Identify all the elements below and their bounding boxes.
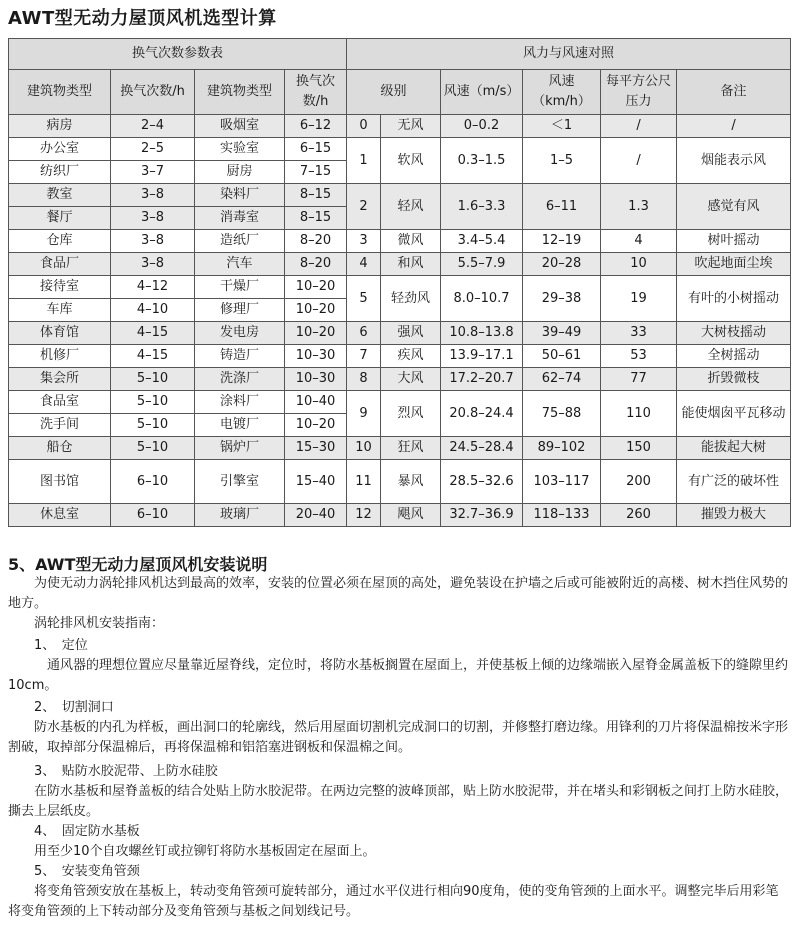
instruction-paragraph: 涡轮排风机安装指南：: [8, 616, 165, 631]
wind-cell: 大树枝摇动: [677, 322, 791, 345]
air-change-cell: 6–10: [111, 504, 195, 527]
wind-cell: 有广泛的破坏性: [677, 460, 791, 504]
wind-cell: 轻风: [381, 184, 441, 230]
air-change-cell: 引擎室: [195, 460, 285, 504]
column-header: 备注: [677, 70, 791, 115]
air-change-cell: 3–8: [111, 230, 195, 253]
wind-cell: 19: [601, 276, 677, 322]
instruction-paragraph: 3、 贴防水胶泥带、上防水硅胶: [8, 764, 218, 779]
table-row: [9, 391, 791, 414]
wind-cell: 89–102: [523, 437, 601, 460]
wind-cell: 烟能表示风: [677, 138, 791, 184]
wind-cell: 20.8–24.4: [441, 391, 523, 437]
table-row: [9, 230, 791, 253]
wind-cell: 62–74: [523, 368, 601, 391]
wind-cell: 200: [601, 460, 677, 504]
air-change-cell: 厨房: [195, 161, 285, 184]
air-change-cell: 休息室: [9, 504, 111, 527]
table-row: [9, 322, 791, 345]
wind-cell: /: [601, 115, 677, 138]
wind-cell: 0.3–1.5: [441, 138, 523, 184]
wind-cell: 微风: [381, 230, 441, 253]
wind-cell: 2: [347, 184, 381, 230]
column-header: 风速（m/s）: [441, 70, 523, 115]
air-change-cell: 8–20: [285, 253, 347, 276]
instruction-paragraph: 防水基板的内孔为样板，画出洞口的轮廓线，然后用屋面切割机完成洞口的切割，并修整打磨边缘。用锋利的刀片将保温棉按米字形割破，取掉部分保温棉后，再将保温棉和铝箔塞进钢板和保温棉之间。: [8, 720, 789, 755]
wind-cell: 103–117: [523, 460, 601, 504]
air-change-cell: 8–15: [285, 207, 347, 230]
air-change-cell: 消毒室: [195, 207, 285, 230]
wind-cell: 3: [347, 230, 381, 253]
air-change-cell: 体育馆: [9, 322, 111, 345]
wind-cell: 感觉有风: [677, 184, 791, 230]
air-change-cell: 铸造厂: [195, 345, 285, 368]
air-change-cell: 15–40: [285, 460, 347, 504]
wind-cell: 33: [601, 322, 677, 345]
air-change-cell: 涂料厂: [195, 391, 285, 414]
air-change-cell: 吸烟室: [195, 115, 285, 138]
instruction-paragraph: 通风器的理想位置应尽量靠近屋脊线，定位时，将防水基板搁置在屋面上，并使基板上倾的边缘端嵌入屋脊金属盖板下的缝隙里约10cm。: [8, 658, 789, 693]
air-change-cell: 8–20: [285, 230, 347, 253]
wind-cell: 无风: [381, 115, 441, 138]
air-change-cell: 发电房: [195, 322, 285, 345]
wind-cell: 1.6–3.3: [441, 184, 523, 230]
table-row: [9, 504, 791, 527]
wind-cell: 有叶的小树摇动: [677, 276, 791, 322]
instruction-paragraph: 为使无动力涡轮排风机达到最高的效率，安装的位置必须在屋顶的高处，避免装设在护墙之后或可能被附近的高楼、树木挡住风势的地方。: [8, 576, 789, 611]
air-change-cell: 造纸厂: [195, 230, 285, 253]
column-header: 建筑物类型: [9, 70, 111, 115]
wind-cell: 强风: [381, 322, 441, 345]
air-change-cell: 机修厂: [9, 345, 111, 368]
air-change-cell: 教室: [9, 184, 111, 207]
table-row: [9, 253, 791, 276]
wind-cell: 5: [347, 276, 381, 322]
wind-cell: 1.3: [601, 184, 677, 230]
wind-cell: 1: [347, 138, 381, 184]
air-change-cell: 3–8: [111, 184, 195, 207]
air-change-cell: 7–15: [285, 161, 347, 184]
wind-cell: 6: [347, 322, 381, 345]
wind-cell: 77: [601, 368, 677, 391]
instruction-paragraph: 在防水基板和屋脊盖板的结合处贴上防水胶泥带。在两边完整的波峰顶部，贴上防水胶泥带，并在堵头和彩钢板之间打上防水硅胶，撕去上层纸皮。: [8, 784, 789, 819]
wind-cell: 狂风: [381, 437, 441, 460]
wind-cell: /: [677, 115, 791, 138]
wind-cell: 20–28: [523, 253, 601, 276]
air-change-cell: 洗涤厂: [195, 368, 285, 391]
air-change-cell: 10–20: [285, 299, 347, 322]
wind-cell: 39–49: [523, 322, 601, 345]
wind-cell: 吹起地面尘埃: [677, 253, 791, 276]
air-change-cell: 染料厂: [195, 184, 285, 207]
wind-cell: 10: [601, 253, 677, 276]
air-change-cell: 6–15: [285, 138, 347, 161]
air-change-cell: 10–40: [285, 391, 347, 414]
wind-cell: 11: [347, 460, 381, 504]
wind-cell: 7: [347, 345, 381, 368]
air-change-cell: 20–40: [285, 504, 347, 527]
wind-cell: 10: [347, 437, 381, 460]
air-change-cell: 食品厂: [9, 253, 111, 276]
table-row: [9, 345, 791, 368]
instruction-paragraph: 4、 固定防水基板: [8, 824, 140, 839]
air-change-cell: 6–12: [285, 115, 347, 138]
section-title: 5、AWT型无动力屋顶风机安装说明: [8, 555, 268, 574]
wind-cell: 260: [601, 504, 677, 527]
instruction-paragraph: 5、 安装变角管颈: [8, 864, 140, 879]
air-change-cell: 修理厂: [195, 299, 285, 322]
wind-cell: 4: [601, 230, 677, 253]
air-change-cell: 干燥厂: [195, 276, 285, 299]
instruction-paragraph: 2、 切割洞口: [8, 700, 114, 715]
wind-cell: 12–19: [523, 230, 601, 253]
air-change-cell: 15–30: [285, 437, 347, 460]
instruction-paragraph: 用至少10个自攻螺丝钉或拉铆钉将防水基板固定在屋面上。: [8, 844, 376, 859]
page-title: AWT型无动力屋顶风机选型计算: [8, 8, 277, 29]
air-change-cell: 船仓: [9, 437, 111, 460]
table-row: [9, 184, 791, 207]
air-change-cell: 实验室: [195, 138, 285, 161]
instruction-paragraph: 1、 定位: [8, 638, 88, 653]
column-header: 建筑物类型: [195, 70, 285, 115]
wind-cell: ＜1: [523, 115, 601, 138]
wind-cell: 和风: [381, 253, 441, 276]
wind-cell: 5.5–7.9: [441, 253, 523, 276]
wind-cell: 飓风: [381, 504, 441, 527]
column-header: 每平方公尺压力: [601, 70, 677, 115]
air-change-cell: 8–15: [285, 184, 347, 207]
air-change-cell: 10–30: [285, 345, 347, 368]
table-row: [9, 115, 791, 138]
wind-cell: 4: [347, 253, 381, 276]
wind-cell: 8.0–10.7: [441, 276, 523, 322]
air-change-cell: 2–4: [111, 115, 195, 138]
column-header: 换气次数/h: [111, 70, 195, 115]
table-row: [9, 276, 791, 299]
wind-cell: 能拔起大树: [677, 437, 791, 460]
instruction-paragraph: 将变角管颈安放在基板上，转动变角管颈可旋转部分，通过水平仪进行相向90度角，使的变角管颈的上面水平。调整完毕后用彩笔将变角管颈的上下转动部分及变角管颈与基板之间划线记号。: [8, 884, 779, 919]
column-header: 级别: [347, 70, 441, 115]
air-change-cell: 10–30: [285, 368, 347, 391]
air-change-cell: 4–10: [111, 299, 195, 322]
table-row: [9, 437, 791, 460]
wind-cell: 6–11: [523, 184, 601, 230]
air-change-cell: 3–7: [111, 161, 195, 184]
wind-cell: 疾风: [381, 345, 441, 368]
wind-cell: 13.9–17.1: [441, 345, 523, 368]
wind-cell: 24.5–28.4: [441, 437, 523, 460]
air-change-cell: 5–10: [111, 368, 195, 391]
wind-cell: 软风: [381, 138, 441, 184]
column-header: 换气次数/h: [285, 70, 347, 115]
table-row: [9, 368, 791, 391]
air-change-cell: 图书馆: [9, 460, 111, 504]
wind-cell: /: [601, 138, 677, 184]
air-change-cell: 10–20: [285, 322, 347, 345]
air-change-cell: 5–10: [111, 437, 195, 460]
wind-cell: 0–0.2: [441, 115, 523, 138]
wind-cell: 75–88: [523, 391, 601, 437]
wind-cell: 53: [601, 345, 677, 368]
air-change-cell: 电镀厂: [195, 414, 285, 437]
air-change-cell: 锅炉厂: [195, 437, 285, 460]
air-change-cell: 接待室: [9, 276, 111, 299]
wind-cell: 110: [601, 391, 677, 437]
air-change-cell: 餐厅: [9, 207, 111, 230]
wind-cell: 3.4–5.4: [441, 230, 523, 253]
wind-cell: 8: [347, 368, 381, 391]
air-change-cell: 10–20: [285, 276, 347, 299]
air-change-cell: 洗手间: [9, 414, 111, 437]
wind-cell: 50–61: [523, 345, 601, 368]
column-header: 风速（km/h）: [523, 70, 601, 115]
wind-cell: 摧毁力极大: [677, 504, 791, 527]
air-change-cell: 3–8: [111, 253, 195, 276]
wind-cell: 150: [601, 437, 677, 460]
air-change-cell: 5–10: [111, 391, 195, 414]
air-change-cell: 玻璃厂: [195, 504, 285, 527]
air-change-cell: 仓库: [9, 230, 111, 253]
table-row: [9, 460, 791, 504]
wind-cell: 1–5: [523, 138, 601, 184]
wind-cell: 能使烟囱平瓦移动: [677, 391, 791, 437]
air-change-cell: 办公室: [9, 138, 111, 161]
wind-cell: 10.8–13.8: [441, 322, 523, 345]
wind-cell: 29–38: [523, 276, 601, 322]
air-change-cell: 10–20: [285, 414, 347, 437]
air-change-cell: 汽车: [195, 253, 285, 276]
air-change-cell: 4–15: [111, 322, 195, 345]
wind-cell: 全树摇动: [677, 345, 791, 368]
air-change-cell: 6–10: [111, 460, 195, 504]
air-change-cell: 4–12: [111, 276, 195, 299]
wind-cell: 17.2–20.7: [441, 368, 523, 391]
air-change-cell: 病房: [9, 115, 111, 138]
air-change-cell: 食品室: [9, 391, 111, 414]
air-change-cell: 5–10: [111, 414, 195, 437]
wind-cell: 12: [347, 504, 381, 527]
wind-cell: 折毁微枝: [677, 368, 791, 391]
wind-cell: 暴风: [381, 460, 441, 504]
wind-cell: 32.7–36.9: [441, 504, 523, 527]
air-change-cell: 车库: [9, 299, 111, 322]
wind-table-title: 风力与风速对照: [347, 39, 791, 70]
air-change-cell: 纺织厂: [9, 161, 111, 184]
air-change-table-title: 换气次数参数表: [9, 39, 347, 70]
wind-cell: 烈风: [381, 391, 441, 437]
wind-cell: 树叶摇动: [677, 230, 791, 253]
wind-cell: 轻劲风: [381, 276, 441, 322]
table-row: [9, 138, 791, 161]
air-change-cell: 集会所: [9, 368, 111, 391]
wind-cell: 118–133: [523, 504, 601, 527]
table-body: [9, 115, 791, 527]
wind-cell: 9: [347, 391, 381, 437]
wind-cell: 大风: [381, 368, 441, 391]
air-change-cell: 4–15: [111, 345, 195, 368]
wind-cell: 0: [347, 115, 381, 138]
air-change-cell: 3–8: [111, 207, 195, 230]
air-change-cell: 2–5: [111, 138, 195, 161]
selection-table: [8, 38, 791, 527]
wind-cell: 28.5–32.6: [441, 460, 523, 504]
